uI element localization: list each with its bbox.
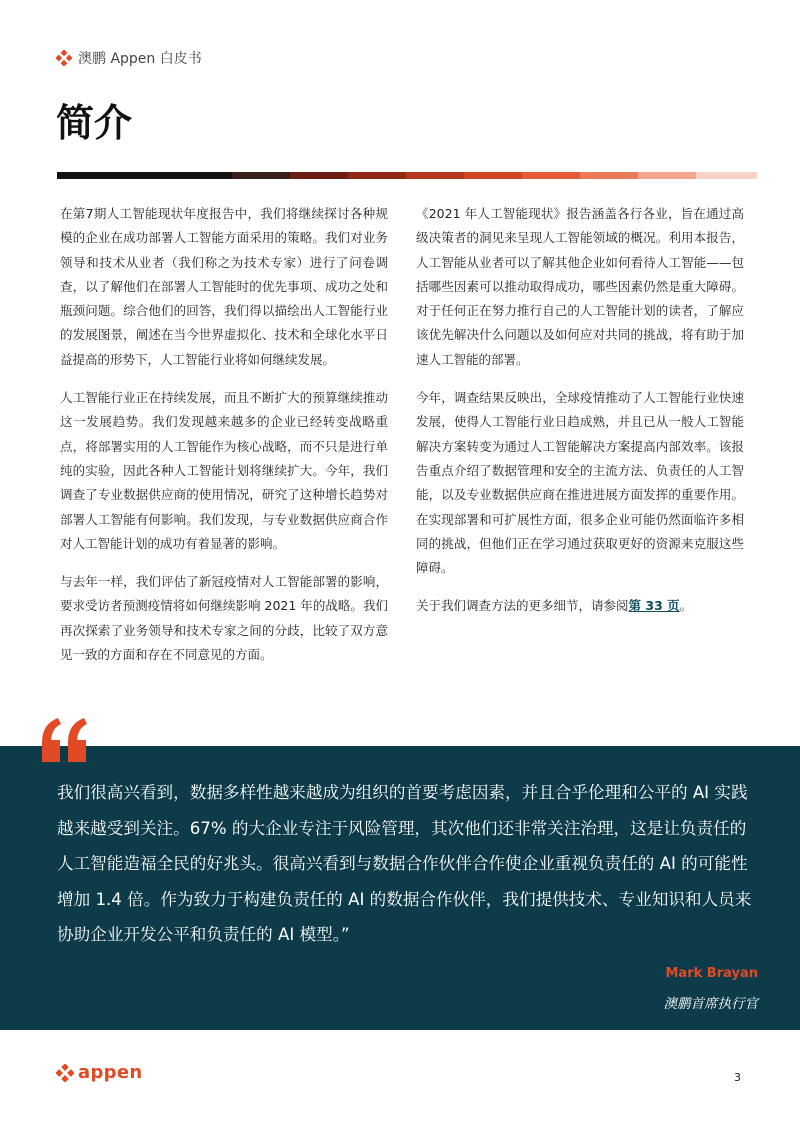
methodology-suffix: 。 [679, 598, 693, 614]
quote-mark-icon [40, 718, 90, 764]
methodology-text: 关于我们调查方法的更多细节，请参阅 [416, 598, 629, 614]
left-paragraph-2: 人工智能行业正在持续发展，而且不断扩大的预算继续推动这一发展趋势。我们发现越来越多的企业已经转变战略重点，将部署实用的人工智能作为核心战略，而不只是进行单纯的实验，因此各种人工智能计划将继续扩大。今年，我们调查了专业数据供应商的使用情况，研究了这种增长趋势对部署人工智能有何影响。我们发现，与专业数据供应商合作对人工智能计划的成功有着显著的影响。 [60, 390, 388, 551]
footer-logo-text: appen [78, 1062, 143, 1083]
page-number: 3 [734, 1071, 741, 1084]
header-text: 澳鹏 Appen 白皮书 [78, 51, 202, 67]
section-divider-stripe [57, 172, 757, 179]
right-paragraph-3 [416, 594, 744, 618]
appen-logo-icon [56, 1064, 74, 1082]
page-header [56, 48, 202, 68]
appen-logo-icon [56, 50, 72, 66]
right-paragraph-2: 今年，调查结果反映出，全球疫情推动了人工智能行业快速发展，使得人工智能行业日趋成熟，并且已从一般人工智能解决方案转变为通过人工智能解决方案提高内部效率。该报告重点介绍了数据管理和安全的主流方法、负责任的人工智能，以及专业数据供应商在推进进展方面发挥的重要作用。在实现部署和可扩展性方面，很多企业可能仍然面临许多相同的挑战，但他们正在学习通过获取更好的资源来克服这些障碍。 [416, 390, 744, 576]
left-paragraph-1: 在第7期人工智能现状年度报告中，我们将继续探讨各种规模的企业在成功部署人工智能方面采用的策略。我们对业务领导和技术从业者（我们称之为技术专家）进行了问卷调查，以了解他们在部署人工智能时的优先事项、成功之处和瓶颈问题。综合他们的回答，我们得以描绘出人工智能行业的发展图景，阐述在当今世界虚拟化、技术和全球化水平日益提高的形势下，人工智能行业将如何继续发展。 [60, 206, 388, 367]
left-paragraph-3: 与去年一样，我们评估了新冠疫情对人工智能部署的影响，要求受访者预测疫情将如何继续影响 2021 年的战略。我们再次探索了业务领导和技术专家之间的分歧，比较了双方意见一致的方面和存在不同意见的方面。 [60, 574, 388, 663]
page-title: 简介 [56, 100, 133, 145]
left-column [60, 202, 388, 681]
quote-author: Mark Brayan [665, 966, 758, 981]
quote-text: 我们很高兴看到，数据多样性越来越成为组织的首要考虑因素，并且合乎伦理和公平的 AI 实践越来越受到关注。67% 的大企业专注于风险管理，其次他们还非常关注治理，这是让负责任的人工智能造福全民的好兆头。很高兴看到与数据合作伙伴合作使企业重视负责任的 AI 的可能性增加 1.4 倍。作为致力于构建负责任的 AI 的数据合作伙伴，我们提供技术、专业知识和人员来协助企业开发公平和负责任的 AI 模型。” [57, 783, 752, 944]
quote-author-role: 澳鹏首席执行官 [663, 996, 758, 1012]
right-column [416, 202, 744, 633]
footer-logo [56, 1062, 142, 1083]
page-33-link[interactable]: 第 33 页 [628, 598, 680, 614]
right-paragraph-1: 《2021 年人工智能现状》报告涵盖各行各业，旨在通过高级决策者的洞见来呈现人工智能领域的概况。利用本报告，人工智能从业者可以了解其他企业如何看待人工智能——包括哪些因素可以推动取得成功，哪些因素仍然是重大障碍。对于任何正在努力推行自己的人工智能计划的读者，了解应该优先解决什么问题以及如何应对共同的挑战，将有助于加速人工智能的部署。 [416, 206, 744, 367]
